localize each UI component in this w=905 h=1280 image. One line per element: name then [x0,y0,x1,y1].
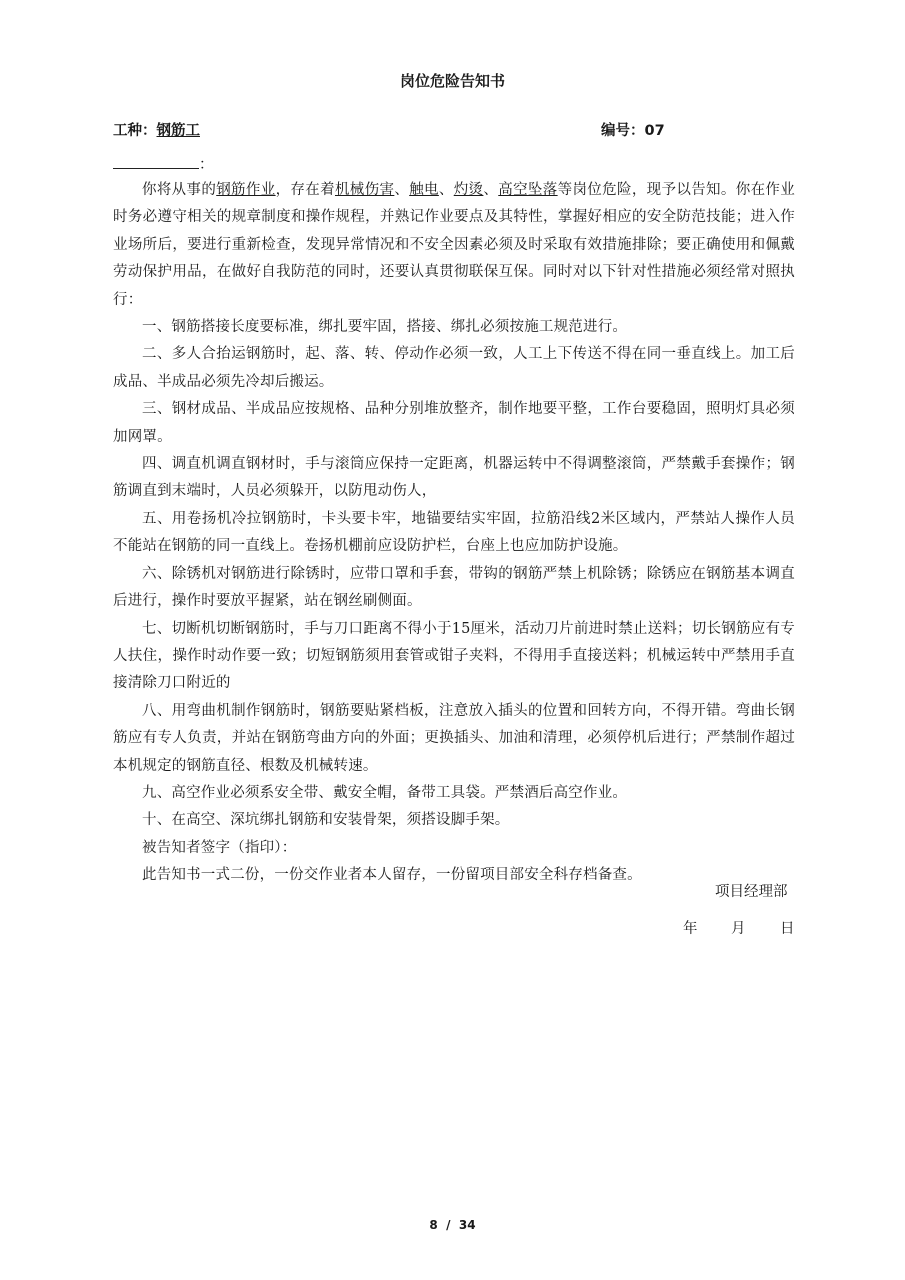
measure-item: 六、除锈机对钢筋进行除锈时，应带口罩和手套，带钩的钢筋严禁上机除锈；除锈应在钢筋基本调直后进行，操作时要放平握紧，站在钢丝刷侧面。 [113,565,795,610]
date-year: 年 [683,921,698,937]
measure-item: 二、多人合抬运钢筋时，起、落、转、停动作必须一致，人工上下传送不得在同一垂直线上。加工后成品、半成品必须先冷却后搬运。 [113,346,795,390]
measure-item: 五、用卷扬机冷拉钢筋时，卡头要卡牢，地锚要结实牢固，拉筋沿线2米区域内，严禁站人操作人员不能站在钢筋的同一直线上。卷扬机棚前应设防护栏，台座上也应加防护设施。 [113,510,795,555]
page-indicator: 8 / 34 [429,1218,476,1232]
addressee-blank [113,154,199,169]
job-name: 钢筋作业 [216,182,276,198]
addressee-line [113,153,214,174]
hazard-item: 高空坠落 [498,182,558,198]
measure-item: 一、钢筋搭接长度要标准，绑扎要牢固，搭接、绑扎必须按施工规范进行。 [142,319,628,336]
measure-item: 八、用弯曲机制作钢筋时，钢筋要贴紧档板，注意放入插头的位置和回转方向，不得开错。弯曲长钢筋应有专人负责，并站在钢筋弯曲方向的外面；更换插头、加油和清理，必须停机后进行；严禁制作超过本机规定的钢筋直径、根数及机械转速。 [113,702,795,774]
signature-line: 被告知者签字（指印）： [142,839,297,856]
date-month: 月 [731,921,746,937]
date-day: 日 [780,921,795,937]
measure-item: 四、调直机调直钢材时，手与滚筒应保持一定距离，机器运转中不得调整滚筒，严禁戴手套操作；钢筋调直到末端时，人员必须躲开，以防甩动伤人， [113,456,795,500]
page-title: 岗位危险告知书 [399,72,505,90]
measure-item: 三、钢材成品、半成品应按规格、品种分别堆放整齐，制作地要平整，工作台要稳固，照明灯具必须加网罩。 [113,401,795,445]
measure-item: 九、高空作业必须系安全带、戴安全帽，备带工具袋。严禁酒后高空作业。 [142,784,628,801]
work-type [113,119,200,140]
copies-note: 此告知书一式二份，一份交作业者本人留存，一份留项目部安全科存档备查。 [142,867,642,884]
hazard-item: 灼烫 [453,182,484,198]
notice-body [113,177,795,890]
hazard-item: 触电 [409,182,439,198]
hazard-item: 机械伤害 [334,182,395,198]
document-meta-row [113,119,793,139]
measure-item: 十、在高空、深坑绑扎钢筋和安装骨架，须搭设脚手架。 [142,812,510,829]
document-number: 编号：07 [601,123,665,139]
measure-item: 七、切断机切断钢筋时，手与刀口距离不得小于15厘米，活动刀片前进时禁止送料；切长钢筋应有专人扶住，操作时动作要一致；切短钢筋须用套管或钳子夹料，不得用手直接送料；机械运转中严禁用手直接清除刀口附近的 [113,620,795,692]
work-type-value: 钢筋工 [156,123,200,139]
intro-paragraph: 你将从事的钢筋作业，存在着机械伤害、触电、灼烫、高空坠落等岗位危险，现予以告知。你在作业时务必遵守相关的规章制度和操作规程，并熟记作业要点及其特性，掌握好相应的安全防范技能；进入作业场所后，要进行重新检查，发现异常情况和不安全因素必须及时采取有效措施排除；要正确使用和佩戴劳动保护用品，在做好自我防范的同时，还要认真贯彻联保互保。同时对以下针对性措施必须经常对照执行： [113,182,795,308]
addressee-colon: ： [199,157,214,173]
department-name: 项目经理部 [715,884,788,900]
work-type-label: 工种： [113,123,157,139]
